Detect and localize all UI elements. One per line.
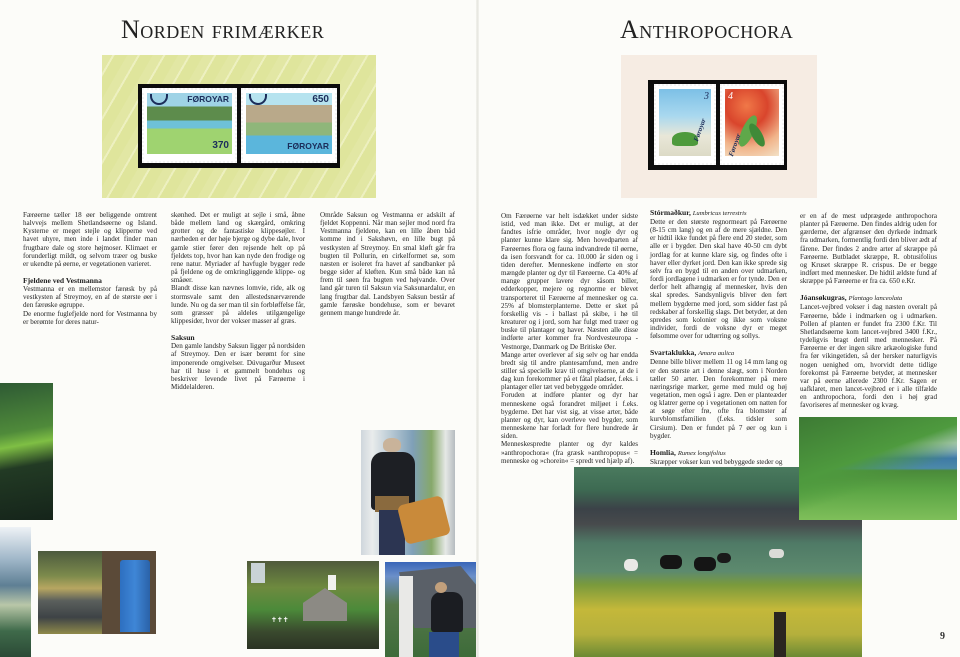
paragraph: Den gamle landsby Saksun ligger på nordsiden af Streymoy. Den er især berømt for sine imponerende omgivelser. Dúvugarður Museet har til huse i et gammelt bondehus og beskriver levende livet på Færøerne i Middelalderen. — [171, 342, 305, 391]
village-road-mailbox-photo — [38, 551, 156, 634]
species-heading: Homlia, Rumex longifolius — [650, 447, 726, 457]
right-page — [479, 0, 960, 657]
section-heading: Fjeldene ved Vestmanna — [23, 276, 102, 286]
paragraph: Skræpper vokser kun ved bebyggede steder og — [650, 457, 783, 466]
paragraph: Lancet-vejbred vokser i dag næsten overalt på Færøerne, både i indmarken og i udmarken. Pollen af planten er fundet fra 2300 f.Kr. Til Shetlandsøerne kom lancet-vejbred 3400 f.Kr., tydeligvis bragt dertil med mennesker. På Færøerne er der ingen sikre arkæologiske fund fra før vikingetiden, så der hersker naturligvis nogen uenighed om, hvorvidt dette tidlige forekomst på Færøerne betyder, at mennesker var på øerne allerede 2300 f.Kr. Sagen er uafklaret, men lancet-vejbred er i alle tilfælde en anthropochora, fordi den i høj grad favoriseres af mennesker og kvæg. — [800, 303, 937, 410]
norden-stamp-card — [102, 55, 376, 198]
paragraph: Mange arter overlever af sig selv og har endda bredt sig til andre plantesamfund, men andre stiller så specielle krav til omgivelserne, at de i dag kun forekommer på et fåtal pladser, f.eks. i plantager eller tæt ved bebyggede områder. — [501, 350, 638, 392]
species-heading: Svartaklukka, Amara aulica — [650, 348, 735, 358]
flowering-hillside-sea-photo — [799, 417, 957, 520]
stamp-country: FØROYAR — [287, 141, 329, 151]
text-column-2 — [171, 211, 305, 391]
stamp-mount — [648, 80, 787, 170]
green-mountain-slope-photo — [0, 383, 53, 520]
stamp-saksun-370 — [142, 88, 237, 163]
stamp-rumex — [720, 84, 784, 165]
species-heading: Jóansøkugras, Plantago lanceolata — [800, 293, 903, 303]
section-heading: Saksun — [171, 333, 195, 343]
stamp-mount — [138, 84, 340, 168]
paragraph: Område Saksun og Vestmanna er adskilt af fjeldet Koppenni. Når man sejler mod nord fra Vestmanna fjeldene, kan en lille åben båd komme ind i Sakshøvn, en lille bugt på vestkysten af Streymoy. En smal kløft går fra bugten til Pollurin, en cirkelformet sø, som næsten er isoleret fra havet af sandbanker på begge sider af kløften. Kun små både kan nå frem til søen fra bugten ved højvande. Over land går turen til Saksun via Saksunardalur, en lang frugtbar dal. Landsbyen Saksun består af gamle færøske bondehuse, som er bevaret gennem mange hundrede år. — [320, 211, 455, 317]
page-number: 9 — [940, 631, 945, 642]
left-page — [0, 0, 478, 657]
stamp-country: Føroyar — [727, 132, 743, 158]
text-column-3 — [320, 211, 455, 317]
paragraph: Om Færøerne var helt isdækket under sidste istid, ved man ikke. Det er muligt, at der fandtes isfrie områder, hvor nogle dyr og planter kunne klare sig. Men hovedparten af Færøernes flora og fauna indvandrede til øerne, da isen forsvandt for ca. 10.000 år siden og i tiden derefter. Menneskene indførte en stor mængde planter og dyr til Færøerne. Ca 40% af mange grupper lavere dyr såsom biller, edderkopper, mejere og regnorme er blevet transporteret til Færøerne af mennesker og ca. 25% af blomsterplanterne. Dette er sket på forskellig vis - i ballast på skibe, i hø til kreaturer og i jord, som har fulgt med træer og buske til plantager og haver. Næsten alle disse indførte arter kommer fra Nordvesteuropa - Vestnorge, Danmark og De Britiske Øer. — [501, 212, 638, 351]
paragraph: Færøerne tæller 18 øer beliggende omtrent halvvejs mellem Shetlandsøerne og Island. Kysterne er meget stejle og klipperne ved havet uhyre, men inde i landet finder man frugtbare dale og store højmoser. Klimaet er forunderligt mildt, og selvom træer og buske er ukendte på øerne, er vegetationen varieret. — [23, 211, 157, 268]
text-column-1 — [23, 211, 157, 326]
paragraph: Denne bille bliver mellem 11 og 14 mm lang og er den største art i denne slægt, som i Norden tæller 50 arter. Den forekommer på mere næringsrige marker, gerne med muld og høj vegetation, men også i agre. Den er planteæder og klatrer gerne op i vegetationen om natten for at søge efter frø, ofte fra blomster af kurvblomstfamilien (f.eks. tidsler som Cirsium). Den er fundet på 7 øer og kun i bygder. — [650, 358, 787, 440]
stamp-value: 650 — [312, 94, 329, 105]
text-column-6 — [800, 212, 937, 409]
stamp-country: Føroyar — [692, 117, 708, 143]
page-title-anthropochora: Anthropochora — [620, 15, 794, 44]
misty-mountain-photo — [0, 527, 31, 657]
page-title-norden: Norden frimærker — [121, 15, 325, 44]
man-on-turf-roof-photo — [385, 562, 476, 657]
man-carrying-turf-photo — [361, 430, 455, 555]
text-column-5 — [650, 208, 787, 466]
stamp-value: 4 — [728, 91, 733, 102]
turf-church-cemetery-photo — [247, 561, 379, 649]
species-heading: Stórmaðkur, Lumbricus terrestris — [650, 208, 747, 217]
paragraph: Dette er den største regnormeart på Færøerne (8-15 cm lang) og en af de mere sjældne. Den er hidtil ikke fundet på flere end 20 steder, som alle er i bygder. Den skal have 40-50 cm dybt jordlag for at kunne klare sig, og findes ofte i haver eller dyrket jord. Den kan ikke sprede sig selv fra en bygd til en anden over udmarken, fordi jordlagene i udmarken er for tynde. Den er derfor helt afhængig af mennesker, hvis den skal spredes. Sandsynligvis bliver den ført mellem bygderne med jord, som sidder fast på redskaber af forskellig slags. Det betyder, at den spredes som kolonier og ikke som voksne individer, fordi de voksne dyr er meget følsomme over for udtørring og sollys. — [650, 218, 788, 341]
paragraph: Foruden at indføre planter og dyr har menneskene også forandret miljøet i f.eks. bygderne. Det har vist sig, at visse arter, både planter og dyr, kan overleve ved bygder, som menneskene har forladt for flere hundrede år siden. — [501, 391, 638, 441]
paragraph: De enorme fuglefjelde nord for Vestmanna by er berømte for deres natur- — [23, 309, 157, 326]
paragraph: skønhed. Det er muligt at sejle i små, åbne både mellem land og skærgård, omkring grotter og de fantastiske klippesøjler. I nærheden er der høje bjerge og dybe dale, hvor gamle stier fører den rejsende helt op på fjeldets top, hvor han kan nyde den frodige og rene natur. Myriader af havfugle bygger rede på fjeldene og de omkringliggende klippe- og småøer. — [171, 211, 305, 285]
paragraph: er en af de mest udprægede anthropochora planter på Færøerne. Den findes aldrig uden for gærderne, der afgrænser den dyrkede indmark fra udmarken, formentlig fordi den bliver ædt af fårene. Der findes 2 andre arter af skræppe på Færøerne. Butbladet skræppe, R. obtusifolius og Kruset skræppe R. crispus. De er begge indført med mennesker. De hidtil ældste fund af skræppe på Færøerne er fra ca. 650 e.Kr. — [800, 212, 937, 286]
stamp-plantago — [654, 84, 716, 165]
paragraph: Vestmanna er en mellemstor færøsk by på vestkysten af Streymoy, en af de største øer i den færøske øgruppe. — [23, 285, 157, 310]
stamp-value: 370 — [212, 140, 229, 151]
text-column-4 — [501, 212, 638, 465]
anthropochora-stamp-card — [621, 55, 817, 198]
stamp-country: FØROYAR — [187, 94, 229, 104]
paragraph: Blandt disse kan nævnes lomvie, ride, alk og stormsvale samt den allestedsnærværende lunde. Nu og da ser man til sin forbløffelse får, som græsser på aldeles utilgængelige klippesider, hvor der vokser masser af græs. — [171, 284, 305, 326]
stamp-value: 3 — [704, 91, 709, 102]
paragraph: Menneskespredte planter og dyr kaldes »anthropochora« (fra græsk »anthropopus« = menneske og »chorein« = spredt ved hjælp af). — [501, 440, 638, 465]
grave-crosses: ✝✝✝ — [271, 616, 289, 624]
stamp-vestmanna-650 — [241, 88, 337, 163]
